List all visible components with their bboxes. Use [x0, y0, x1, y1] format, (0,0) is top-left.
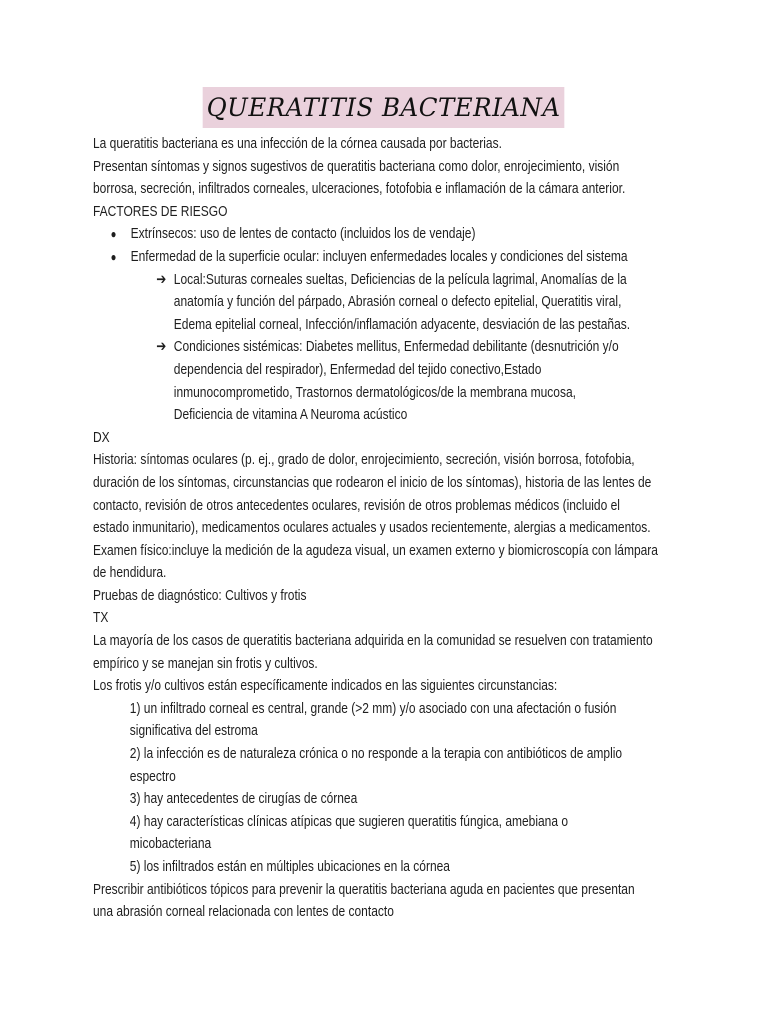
arrow-list-item [93, 336, 619, 359]
intro-line: La queratitis bacteriana es una infección de la córnea causada por bacterias. [93, 135, 502, 152]
document-body [93, 133, 683, 924]
arrow-item-continuation: inmunocomprometido, Trastornos dermatológicos/de la membrana mucosa, [173, 383, 576, 401]
tx-line: La mayoría de los casos de queratitis bacteriana adquirida en la comunidad se resuelven con tratamiento [93, 632, 653, 650]
tx-line: Los frotis y/o cultivos están específicamente indicados en las siguientes circunstancias: [93, 677, 558, 695]
dx-line: contacto, revisión de otros antecedentes oculares, revisión de otros problemas médicos (incluido el [93, 496, 620, 514]
numbered-item: micobacteriana [129, 835, 212, 853]
arrow-item-continuation: Edema epitelial corneal, Infección/inflamación adyacente, desviación de las pestañas. [173, 315, 631, 333]
bullet-list-item [93, 246, 628, 269]
tx-line: empírico y se manejan sin frotis y cultivos. [93, 654, 318, 672]
dx-line: duración de los síntomas, circunstancias que rodearon el inicio de los síntomas), historia de las lentes de [93, 473, 652, 491]
tx-heading: TX [93, 609, 109, 627]
arrow-list-item [93, 269, 627, 292]
numbered-item: espectro [129, 767, 176, 785]
dx-line: Examen físico:incluye la medición de la agudeza visual, un examen externo y biomicroscopía con lámpara [93, 541, 658, 559]
arrow-right-icon: ➔ [156, 338, 167, 356]
numbered-item: 1) un infiltrado corneal es central, grande (>2 mm) y/o asociado con una afectación o fusión [129, 699, 617, 717]
document-title: QUERATITIS BACTERIANA [203, 87, 565, 128]
arrow-item-continuation: dependencia del respirador), Enfermedad del tejido conectivo,Estado [173, 360, 542, 378]
arrow-right-icon: ➔ [156, 270, 167, 288]
dx-line: Historia: síntomas oculares (p. ej., grado de dolor, enrojecimiento, secreción, visión borrosa, fotofobia, [93, 451, 635, 469]
numbered-item: 3) hay antecedentes de cirugías de córnea [129, 790, 358, 808]
bullet-list-item [93, 223, 565, 246]
arrow-item-continuation: Deficiencia de vitamina A Neuroma acústico [173, 406, 408, 424]
arrow-item-text: Condiciones sistémicas: Diabetes mellitus, Enfermedad debilitante (desnutrición y/o [173, 338, 619, 356]
intro-line: Presentan síntomas y signos sugestivos de queratitis bacteriana como dolor, enrojecimiento, visión [93, 157, 620, 175]
closing-line: una abrasión corneal relacionada con lentes de contacto [93, 903, 394, 921]
numbered-item: 2) la infección es de naturaleza crónica o no responde a la terapia con antibióticos de amplio [129, 745, 623, 763]
dx-line: estado inmunitario), medicamentos oculares actuales y usados recientemente, alergias a medicamentos. [93, 519, 651, 537]
dx-line: Pruebas de diagnóstico: Cultivos y frotis [93, 586, 307, 604]
closing-line: Prescribir antibióticos tópicos para prevenir la queratitis bacteriana aguda en pacientes que presentan [93, 880, 635, 898]
bullet-text: Extrínsecos: uso de lentes de contacto (incluidos los de vendaje) [130, 225, 476, 243]
title-container [0, 87, 768, 128]
dx-heading: DX [93, 428, 110, 446]
arrow-item-text: Local:Suturas corneales sueltas, Deficiencias de la película lagrimal, Anomalías de la [173, 270, 627, 288]
numbered-item: 4) hay características clínicas atípicas que sugieren queratitis fúngica, amebiana o [129, 812, 569, 830]
numbered-item: significativa del estroma [129, 722, 258, 740]
bullet-icon: ● [110, 227, 117, 242]
intro-line: borrosa, secreción, infiltrados corneales, ulceraciones, fotofobia e inflamación de la cámara anterior. [93, 180, 626, 198]
numbered-item: 5) los infiltrados están en múltiples ubicaciones en la córnea [129, 858, 450, 875]
bullet-text: Enfermedad de la superficie ocular: incluyen enfermedades locales y condiciones del sistema [130, 247, 628, 265]
dx-line: de hendidura. [93, 564, 167, 582]
bullet-icon: ● [110, 249, 117, 264]
arrow-item-continuation: anatomía y función del párpado, Abrasión corneal o defecto epitelial, Queratitis viral, [173, 293, 622, 311]
risk-factors-heading: FACTORES DE RIESGO [93, 202, 228, 220]
